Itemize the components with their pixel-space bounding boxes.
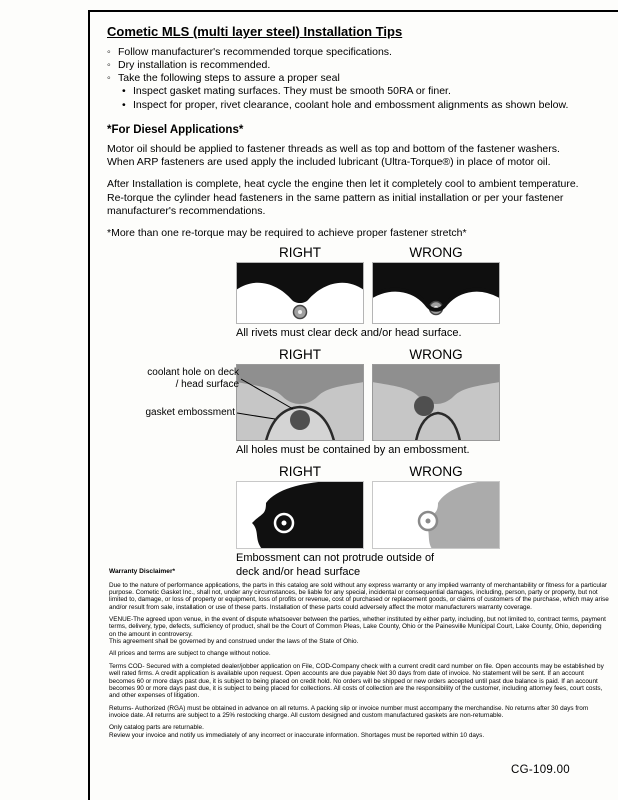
embossment-diagram-block <box>107 464 608 580</box>
diesel-paragraph-2: After Installation is complete, heat cycle the engine then let it completely cool to ambient temperature. Re-torque the cylinder head fasteners in the same pattern as initial installation or per your fastener manufacturer's recommendations. <box>107 177 579 218</box>
diagram-labels <box>236 464 608 479</box>
tip-text: Follow manufacturer's recommended torque specifications. <box>118 46 392 58</box>
rivet-wrong-diagram <box>372 262 500 324</box>
tip-text: Dry installation is recommended. <box>118 59 271 72</box>
list-item <box>107 59 608 72</box>
tip-text: Take the following steps to assure a proper seal <box>118 72 340 85</box>
legal-paragraph: All prices and terms are subject to change without notice. <box>109 650 271 658</box>
rivet-diagram-block <box>107 245 608 339</box>
rivet-right-diagram <box>236 262 364 324</box>
bullet-icon: ◦ <box>107 72 111 85</box>
list-item <box>122 85 608 98</box>
wrong-label: WRONG <box>409 244 463 260</box>
diagram-images <box>236 481 608 549</box>
embossment-wrong-diagram <box>372 481 500 549</box>
embossment-right-diagram <box>236 481 364 549</box>
legal-paragraph: Due to the nature of performance applications, the parts in this catalog are sold without any express warranty or any implied warranty of merchantability or fitness for a particular purpose. Cometic Gasket Inc., shall not, under any circumstances, be liable for any special, incidental or consequential damages, including, person, party or property, but not limited to, damage, or loss of property or equipment, loss of profits or revenue, cost of purchased or replacement goods, or claims of customers of the purchase, which may arise and/or result from sale, installation or use of these parts. Installation of these parts could adversely affect the motor manufacturers warranty coverage. <box>109 581 609 611</box>
gasket-embossment-callout: gasket embossment <box>145 406 235 418</box>
diesel-paragraph-1: Motor oil should be applied to fastener threads as well as top and bottom of the fastener washers. When ARP fasteners are used apply the included lubricant (Ultra-Torque®) in place of motor oil. <box>107 142 560 169</box>
diagram-images <box>236 364 608 441</box>
bullet-icon: ◦ <box>107 59 111 72</box>
sub-bullet-icon: • <box>122 85 126 98</box>
coolant-right-diagram <box>236 364 364 441</box>
page <box>88 10 618 800</box>
retorque-note: *More than one re-torque may be required to achieve proper fastener stretch* <box>107 226 467 239</box>
diagram-labels <box>236 347 608 362</box>
legal-paragraph: Terms COD- Secured with a completed dealer/jobber application on File, COD-Company check with a current credit card number on file. Open accounts may be established by well rated firms. A credit application is available upon request. Open accounts are due payable Net 30 days from date of invoice. No statement will be sent. If an account becomes 60 or more days past due, it is subject to being placed on credit hold. No orders will be shipped or new orders accepted until past due balance is paid. If an account becomes 90 or more days past due, it is subject to being placed for collections. All costs of collection are the responsibility of the customer, including attorney fees, court costs, and other expenses of litigation. <box>109 662 604 700</box>
right-label: RIGHT <box>279 346 321 362</box>
warranty-disclaimer-heading: Warranty Disclaimer* <box>109 568 176 575</box>
sub-bullet-icon: • <box>122 98 126 111</box>
coolant-caption: All holes must be contained by an embossment. <box>236 443 470 456</box>
coolant-diagram-block <box>107 347 608 441</box>
rivet-caption: All rivets must clear deck and/or head surface. <box>236 326 462 339</box>
tip-text: Inspect gasket mating surfaces. They must be smooth 50RA or finer. <box>133 85 451 98</box>
legal-paragraph: This agreement shall be governed by and construed under the laws of the State of Ohio. <box>109 638 359 646</box>
coolant-wrong-diagram <box>372 364 500 441</box>
tips-list <box>107 46 608 112</box>
right-label: RIGHT <box>279 244 321 260</box>
list-item <box>122 99 608 112</box>
tip-text: Inspect for proper, rivet clearance, coolant hole and embossment alignments as shown below. <box>133 98 569 111</box>
wrong-label: WRONG <box>409 346 463 362</box>
coolant-hole-callout: coolant hole on deck / head surface <box>147 366 239 390</box>
list-item <box>107 72 608 85</box>
page-number: CG-109.00 <box>511 764 570 776</box>
diagram-images <box>236 262 608 324</box>
legal-paragraph: VENUE-The agreed upon venue, in the event of dispute whatsoever between the parties, whether instituted by either party, including, but not limited to, contract terms, payment terms, delivery, type, defects, sufficiency of product, shall be the Court of Common Pleas, Lake County, Ohio or the Painesville Municipal Court, Lake County, Ohio, depending on the amount in controversy. <box>109 616 606 638</box>
legal-paragraph: Only catalog parts are returnable. <box>109 724 204 732</box>
legal-paragraph: Review your invoice and notify us immediately of any incorrect or inaccurate information. Shortages must be reported within 10 days. <box>109 731 485 739</box>
list-item <box>107 46 608 59</box>
legal-paragraph: Returns- Authorized (RGA) must be obtained in advance on all returns. A packing slip or invoice number must accompany the merchandise. No returns after 30 days from invoice date. All returns are subject to a 25% restocking charge. All custom designed and custom manufactured gaskets are non-returnable. <box>109 704 589 719</box>
diagram-labels <box>236 245 608 260</box>
wrong-label: WRONG <box>409 463 463 479</box>
diesel-heading: *For Diesel Applications* <box>107 123 244 136</box>
embossment-caption: Embossment can not protrude outside of deck and/or head surface <box>236 551 435 578</box>
legal-section <box>109 568 609 744</box>
right-label: RIGHT <box>279 463 321 479</box>
page-title: Cometic MLS (multi layer steel) Installation Tips <box>107 24 403 39</box>
bullet-icon: ◦ <box>107 46 111 58</box>
